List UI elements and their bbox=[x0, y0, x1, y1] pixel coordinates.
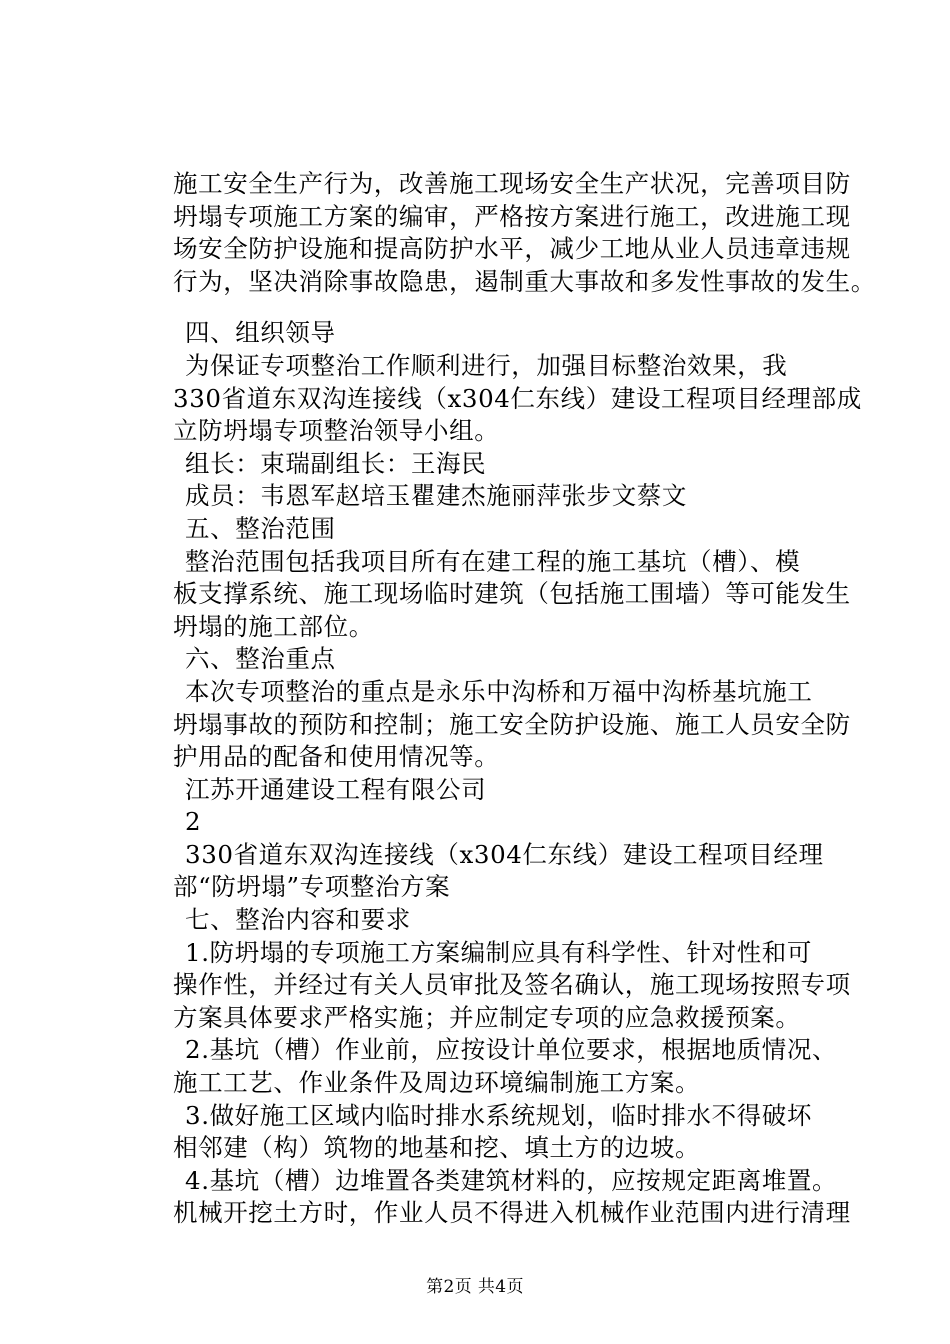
text-line: 护用品的配备和使用情况等。 bbox=[173, 742, 500, 772]
section-heading: 七、整治内容和要求 bbox=[185, 905, 411, 935]
section-heading: 五、整治范围 bbox=[185, 513, 336, 543]
section-heading: 六、整治重点 bbox=[185, 644, 336, 674]
section-organization bbox=[173, 317, 863, 513]
text-line: 成员：韦恩军赵培玉瞿建杰施丽萍张步文蔡文 bbox=[185, 481, 687, 511]
document-body bbox=[173, 168, 876, 1230]
text-line: 坍塌的施工部位。 bbox=[173, 611, 374, 641]
paragraph-goals bbox=[173, 168, 876, 298]
text-line: 为保证专项整治工作顺利进行，加强目标整治效果，我 bbox=[185, 350, 788, 380]
document-title-line: 330省道东双沟连接线（x304仁东线）建设工程项目经理 bbox=[185, 839, 824, 869]
page-number-inline: 2 bbox=[185, 807, 202, 837]
text-line: 机械开挖土方时，作业人员不得进入机械作业范围内进行清理 bbox=[173, 1198, 851, 1228]
text-line: 施工安全生产行为，改善施工现场安全生产状况，完善项目防 bbox=[173, 169, 851, 198]
text-line: 相邻建（构）筑物的地基和挖、填土方的边坡。 bbox=[173, 1133, 701, 1163]
text-line: 1.防坍塌的专项施工方案编制应具有科学性、针对性和可 bbox=[185, 937, 812, 967]
text-line: 板支撑系统、施工现场临时建筑（包括施工围墙）等可能发生 bbox=[173, 579, 851, 609]
text-line: 行为，坚决消除事故隐患，遏制重大事故和多发性事故的发生。 bbox=[173, 266, 876, 296]
text-line: 立防坍塌专项整治领导小组。 bbox=[173, 416, 500, 446]
document-title-line: 部“防坍塌”专项整治方案 bbox=[173, 872, 451, 902]
text-line: 2.基坑（槽）作业前，应按设计单位要求，根据地质情况、 bbox=[185, 1035, 838, 1065]
text-line: 本次专项整治的重点是永乐中沟桥和万福中沟桥基坑施工 bbox=[185, 676, 813, 706]
section-scope bbox=[173, 513, 863, 643]
running-header bbox=[173, 774, 863, 904]
text-line: 3.做好施工区域内临时排水系统规划，临时排水不得破坏 bbox=[185, 1100, 812, 1130]
text-line: 操作性，并经过有关人员审批及签名确认，施工现场按照专项 bbox=[173, 970, 851, 1000]
text-line: 施工工艺、作业条件及周边环境编制施工方案。 bbox=[173, 1068, 701, 1098]
text-line: 整治范围包括我项目所有在建工程的施工基坑（槽）、模 bbox=[185, 546, 801, 576]
text-line: 坍塌专项施工方案的编审，严格按方案进行施工，改进施工现 bbox=[173, 201, 851, 231]
text-line: 场安全防护设施和提高防护水平，减少工地从业人员违章违规 bbox=[173, 234, 851, 264]
section-focus bbox=[173, 643, 863, 773]
page-footer: 第2页 共4页 bbox=[426, 1277, 524, 1297]
company-name: 江苏开通建设工程有限公司 bbox=[185, 774, 487, 804]
text-line: 组长：束瑞副组长：王海民 bbox=[185, 448, 487, 478]
text-line: 4.基坑（槽）边堆置各类建筑材料的，应按规定距离堆置。 bbox=[185, 1165, 838, 1195]
paragraph-gap bbox=[173, 298, 863, 317]
text-line: 坍塌事故的预防和控制；施工安全防护设施、施工人员安全防 bbox=[173, 709, 851, 739]
text-line: 330省道东双沟连接线（x304仁东线）建设工程项目经理部成 bbox=[173, 383, 862, 413]
section-requirements bbox=[173, 904, 863, 1230]
text-line: 方案具体要求严格实施；并应制定专项的应急救援预案。 bbox=[173, 1002, 801, 1032]
section-heading: 四、组织领导 bbox=[185, 318, 336, 348]
